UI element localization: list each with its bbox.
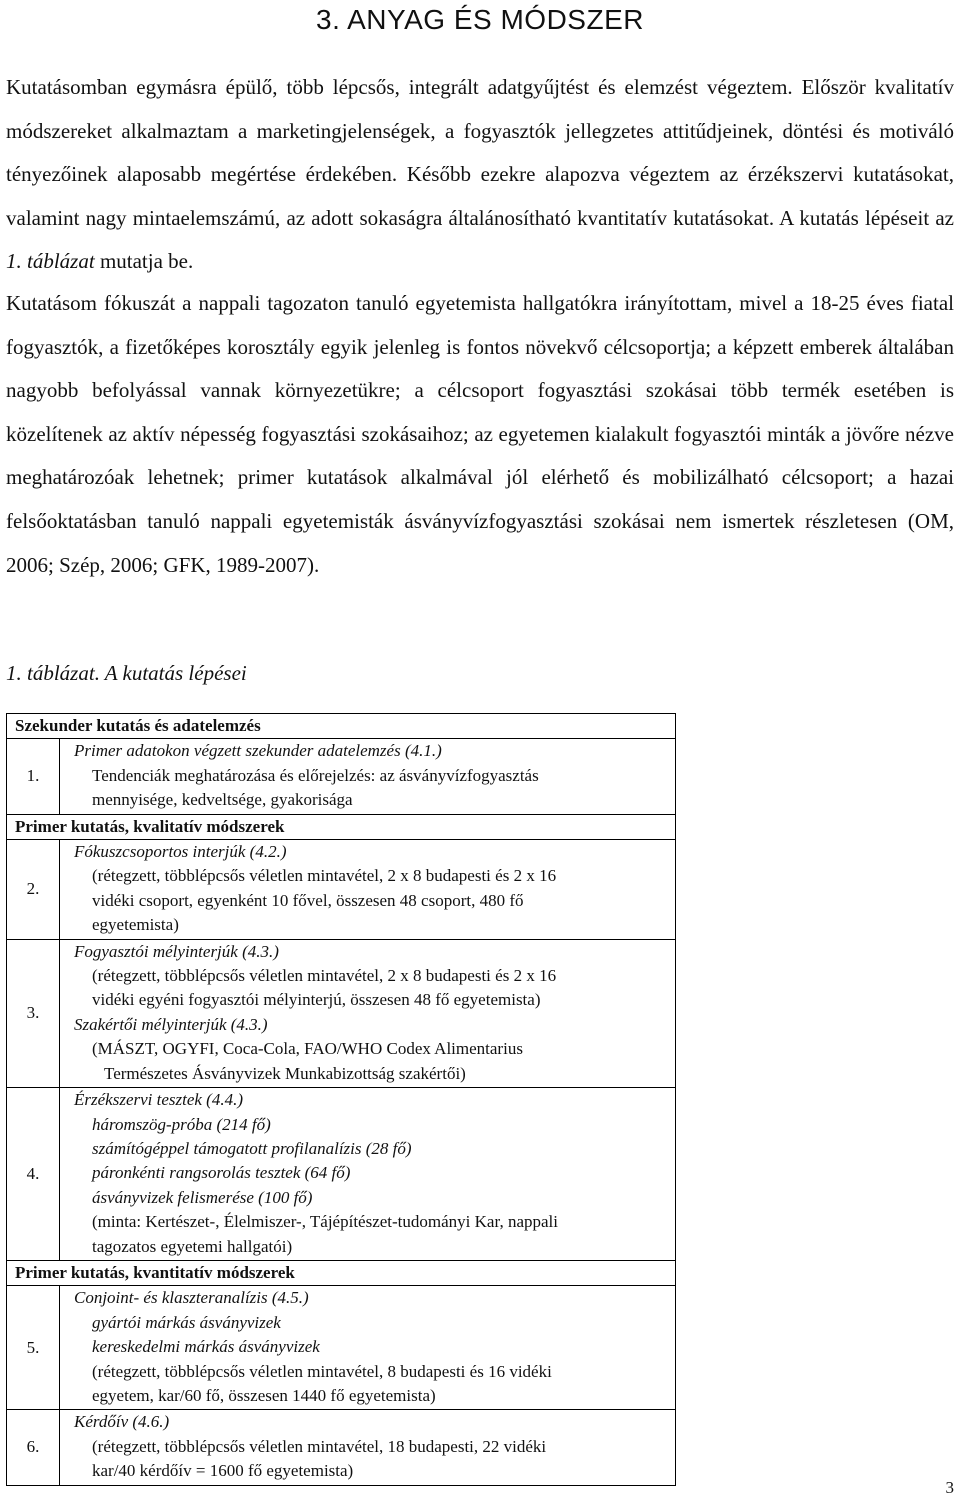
table-caption [6, 661, 247, 686]
step-detail: egyetemista) [92, 915, 179, 935]
caption-ref: 1. táblázat [6, 661, 95, 685]
step-number: 1. [7, 739, 60, 814]
step-number: 4. [7, 1088, 60, 1261]
page-number: 3 [945, 1478, 954, 1497]
step-number: 6. [7, 1410, 60, 1485]
step-detail: egyetem, kar/60 fő, összesen 1440 fő egyetemista) [92, 1385, 436, 1405]
step-method: Szakértői mélyinterjúk (4.3.) [74, 1014, 268, 1034]
step-description [60, 1410, 676, 1485]
focus-paragraph: Kutatásom fókuszát a nappali tagozaton tanuló egyetemista hallgatókra irányítottam, mivel a 18-25 éves fiatal fogyasztók, a fizetőképes korosztály egyik jelenleg is fontos növekvő célcsoportja; a képzett emberek általában nagyobb befolyással vannak környezetükre; a célcsoport fogyasztási szokásai több termék esetében is közelítenek az aktív népesség fogyasztási szokásaihoz; az egyetemen kialakult fogyasztói minták a jövőre nézve meghatározóak lehetnek; primer kutatások alkalmával jól elérhető és mobilizálható célcsoport; a hazai felsőoktatásban tanuló nappali egyetemisták ásványvízfogyasztási szokásai nem ismertek részletesen (OM, 2006; Szép, 2006; GFK, 1989-2007). [6, 291, 954, 577]
section-row [7, 714, 676, 739]
step-detail: (rétegzett, többlépcsős véletlen mintavétel, 2 x 8 budapesti és 2 x 16 [92, 966, 557, 986]
research-steps-table [6, 713, 676, 1486]
section-heading: 3. ANYAG ÉS MÓDSZER [316, 4, 644, 35]
intro-text-b: mutatja be. [94, 249, 194, 274]
table-row [7, 1088, 676, 1261]
intro-text-a: Kutatásomban egymásra épülő, több lépcsős, integrált adatgyűjtést és elemzést végeztem. Először kvalitatív módszereket alkalmaztam a marketingjelenségek, a fogyasztók jellegzetes attitűdjeinek, döntési és motiváló tényezőinek alaposabb megértése érdekében. Később ezekre alapozva végeztem az érzékszervi kutatásokat, valamint nagy mintaelemszámú, az adott sokaságra általánosítható kvantitatív kutatásokat. A kutatás lépéseit az [6, 75, 954, 230]
step-subtest: háromszög-próba (214 fő) [92, 1114, 271, 1134]
step-detail: vidéki egyéni fogyasztói mélyinterjú, összesen 48 fő egyetemista) [92, 990, 541, 1010]
caption-text: . A kutatás lépései [94, 661, 247, 685]
step-detail: (rétegzett, többlépcsős véletlen mintavétel, 18 budapesti, 22 vidéki [92, 1436, 547, 1456]
step-detail: (rétegzett, többlépcsős véletlen mintavétel, 2 x 8 budapesti és 2 x 16 [92, 866, 557, 886]
step-detail: Természetes Ásványvizek Munkabizottság szakértői) [104, 1063, 466, 1083]
step-subtest: ásványvizek felismerése (100 fő) [92, 1187, 313, 1207]
step-subtest: páronkénti rangsorolás tesztek (64 fő) [92, 1163, 351, 1183]
step-method: Érzékszervi tesztek (4.4.) [74, 1090, 244, 1110]
step-method: Fogyasztói mélyinterjúk (4.3.) [74, 941, 279, 961]
step-subtest: kereskedelmi márkás ásványvizek [92, 1337, 320, 1357]
section-header-secondary: Szekunder kutatás és adatelemzés [7, 714, 676, 739]
step-description [60, 1286, 676, 1410]
section-header-quantitative: Primer kutatás, kvantitatív módszerek [7, 1260, 676, 1285]
step-subtest: számítógéppel támogatott profilanalízis (28 fő) [92, 1138, 412, 1158]
table-row [7, 939, 676, 1087]
table-row [7, 1410, 676, 1485]
step-number: 2. [7, 840, 60, 940]
table-row [7, 840, 676, 940]
step-description [60, 739, 676, 814]
step-detail: kar/40 kérdőív = 1600 fő egyetemista) [92, 1461, 354, 1481]
step-detail: (rétegzett, többlépcsős véletlen mintavétel, 8 budapesti és 16 vidéki [92, 1361, 552, 1381]
step-subtest: gyártói márkás ásványvizek [92, 1312, 281, 1332]
step-detail: (minta: Kertészet-, Élelmiszer-, Tájépítészet-tudományi Kar, nappali [92, 1212, 558, 1232]
step-method: Kérdőív (4.6.) [74, 1412, 170, 1432]
step-description [60, 840, 676, 940]
table-row [7, 1286, 676, 1410]
table-row [7, 739, 676, 814]
step-description [60, 939, 676, 1087]
section-row [7, 1260, 676, 1285]
step-detail: tagozatos egyetemi hallgatói) [92, 1236, 293, 1256]
step-detail: Tendenciák meghatározása és előrejelzés: az ásványvízfogyasztás [92, 765, 539, 785]
section-row [7, 814, 676, 839]
step-detail: (MÁSZT, OGYFI, Coca-Cola, FAO/WHO Codex Alimentarius [92, 1039, 523, 1059]
section-header-qualitative: Primer kutatás, kvalitatív módszerek [7, 814, 676, 839]
step-number: 3. [7, 939, 60, 1087]
step-method: Conjoint- és klaszteranalízis (4.5.) [74, 1288, 309, 1308]
step-detail: mennyisége, kedveltsége, gyakorisága [92, 790, 353, 810]
table-reference: 1. táblázat [6, 249, 95, 274]
step-detail: vidéki csoport, egyenként 10 fővel, összesen 48 csoport, 480 fő [92, 890, 524, 910]
step-description [60, 1088, 676, 1261]
intro-paragraph [6, 66, 954, 284]
step-method: Fókuszcsoportos interjúk (4.2.) [74, 842, 287, 862]
step-method: Primer adatokon végzett szekunder adatelemzés (4.1.) [74, 741, 442, 761]
step-number: 5. [7, 1286, 60, 1410]
